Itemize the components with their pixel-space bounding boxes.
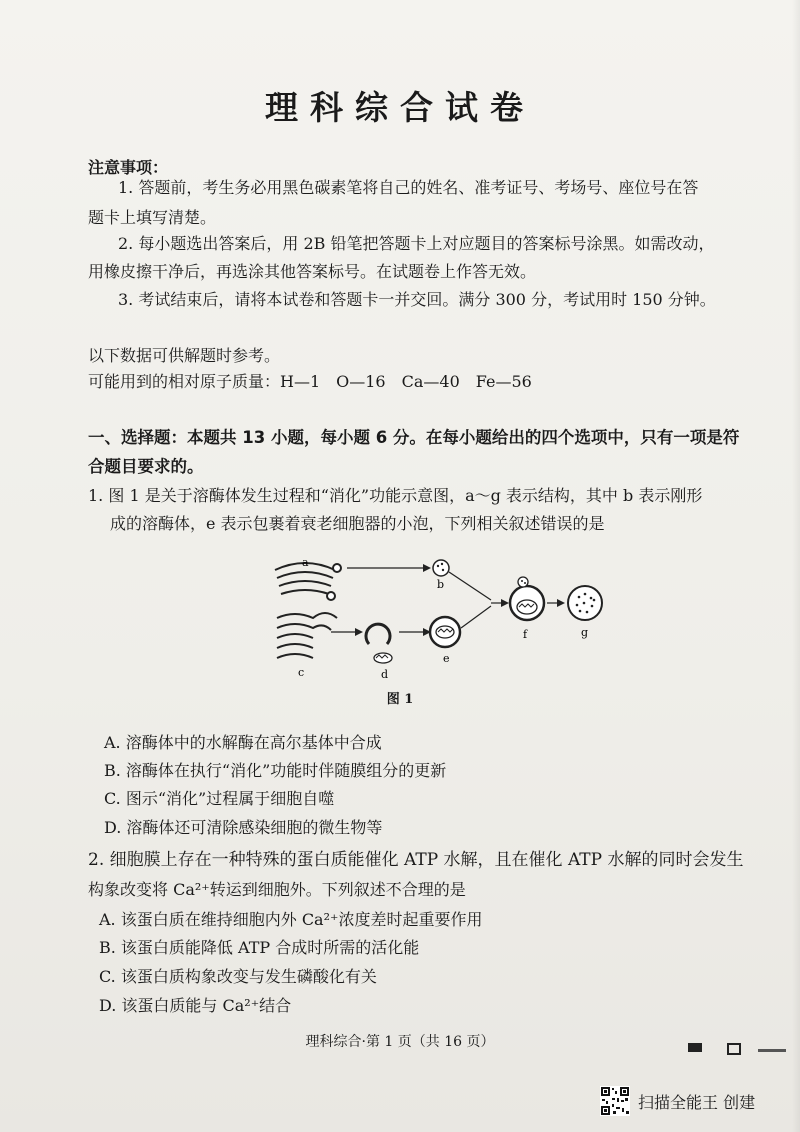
scanner-watermark [600, 1085, 790, 1117]
page-title: 理科综合试卷 [265, 88, 535, 127]
question-2-option-c: C. 该蛋白质构象改变与发生磷酸化有关 [99, 967, 377, 986]
qr-code-icon [600, 1086, 630, 1116]
question-2-option-a: A. 该蛋白质在维持细胞内外 Ca²⁺浓度差时起重要作用 [99, 910, 483, 929]
label-b: b [437, 578, 445, 591]
page-footer: 理科综合·第 1 页（共 16 页） [305, 1034, 495, 1050]
label-e: e [443, 652, 450, 665]
label-g: g [581, 626, 589, 639]
question-1-stem-line-1: 1. 图 1 是关于溶酶体发生过程和“消化”功能示意图，a～g 表示结构，其中 b 表示刚形 [88, 486, 703, 505]
lysosome-diagram [265, 548, 625, 688]
question-1-option-d: D. 溶酶体还可清除感染细胞的微生物等 [104, 818, 383, 837]
autolysosome-f [510, 577, 544, 620]
section-1-heading-line-1: 一、选择题：本题共 13 小题，每小题 6 分。在每小题给出的四个选项中，只有一项是符 [88, 428, 740, 447]
question-1-stem-line-2: 成的溶酶体，e 表示包裹着衰老细胞器的小泡，下列相关叙述错误的是 [110, 514, 605, 533]
question-1-option-b: B. 溶酶体在执行“消化”功能时伴随膜组分的更新 [104, 761, 447, 780]
note-item-3: 3. 考试结束后，请将本试卷和答题卡一并交回。满分 300 分，考试用时 150 分钟。 [118, 290, 716, 309]
question-2-stem-line-1: 2. 细胞膜上存在一种特殊的蛋白质能催化 ATP 水解，且在催化 ATP 水解的同时会发生 [88, 850, 744, 870]
new-lysosome-b [433, 560, 449, 576]
label-c: c [298, 666, 305, 679]
autophagosome-e [430, 617, 460, 647]
question-1-option-a: A. 溶酶体中的水解酶在高尔基体中合成 [104, 733, 382, 752]
figure-caption: 图 1 [386, 692, 414, 707]
section-1-heading-line-2: 合题目要求的。 [88, 457, 204, 476]
note-item-1-line-1: 1. 答题前，考生务必用黑色碳素笔将自己的姓名、准考证号、考场号、座位号在答 [118, 178, 699, 197]
phagophore-d [366, 624, 392, 663]
question-2-option-b: B. 该蛋白质能降低 ATP 合成时所需的活化能 [99, 938, 420, 957]
scan-corner-mark [688, 1040, 788, 1060]
label-f: f [523, 628, 528, 641]
page-edge-shadow [792, 0, 800, 1132]
reference-intro: 以下数据可供解题时参考。 [88, 346, 281, 365]
notes-heading: 注意事项： [88, 158, 169, 177]
note-item-2-line-1: 2. 每小题选出答案后，用 2B 铅笔把答题卡上对应题目的答案标号涂黑。如需改动， [118, 234, 715, 253]
note-item-2-line-2: 用橡皮擦干净后，再选涂其他答案标号。在试题卷上作答无效。 [88, 262, 537, 281]
question-1-option-c: C. 图示“消化”过程属于细胞自噬 [104, 789, 335, 808]
label-d: d [381, 668, 389, 681]
note-item-1-line-2: 题卡上填写清楚。 [88, 208, 217, 227]
question-2-option-d: D. 该蛋白质能与 Ca²⁺结合 [99, 996, 292, 1015]
label-a: a [302, 556, 309, 569]
question-2-stem-line-2: 构象改变将 Ca²⁺转运到细胞外。下列叙述不合理的是 [88, 880, 466, 899]
scanner-label: 扫描全能王 创建 [638, 1092, 756, 1112]
atomic-mass-reference: 可能用到的相对原子质量：H—1 O—16 Ca—40 Fe—56 [88, 372, 532, 391]
endoplasmic-reticulum-c [277, 613, 337, 658]
residual-body-g [568, 586, 602, 620]
